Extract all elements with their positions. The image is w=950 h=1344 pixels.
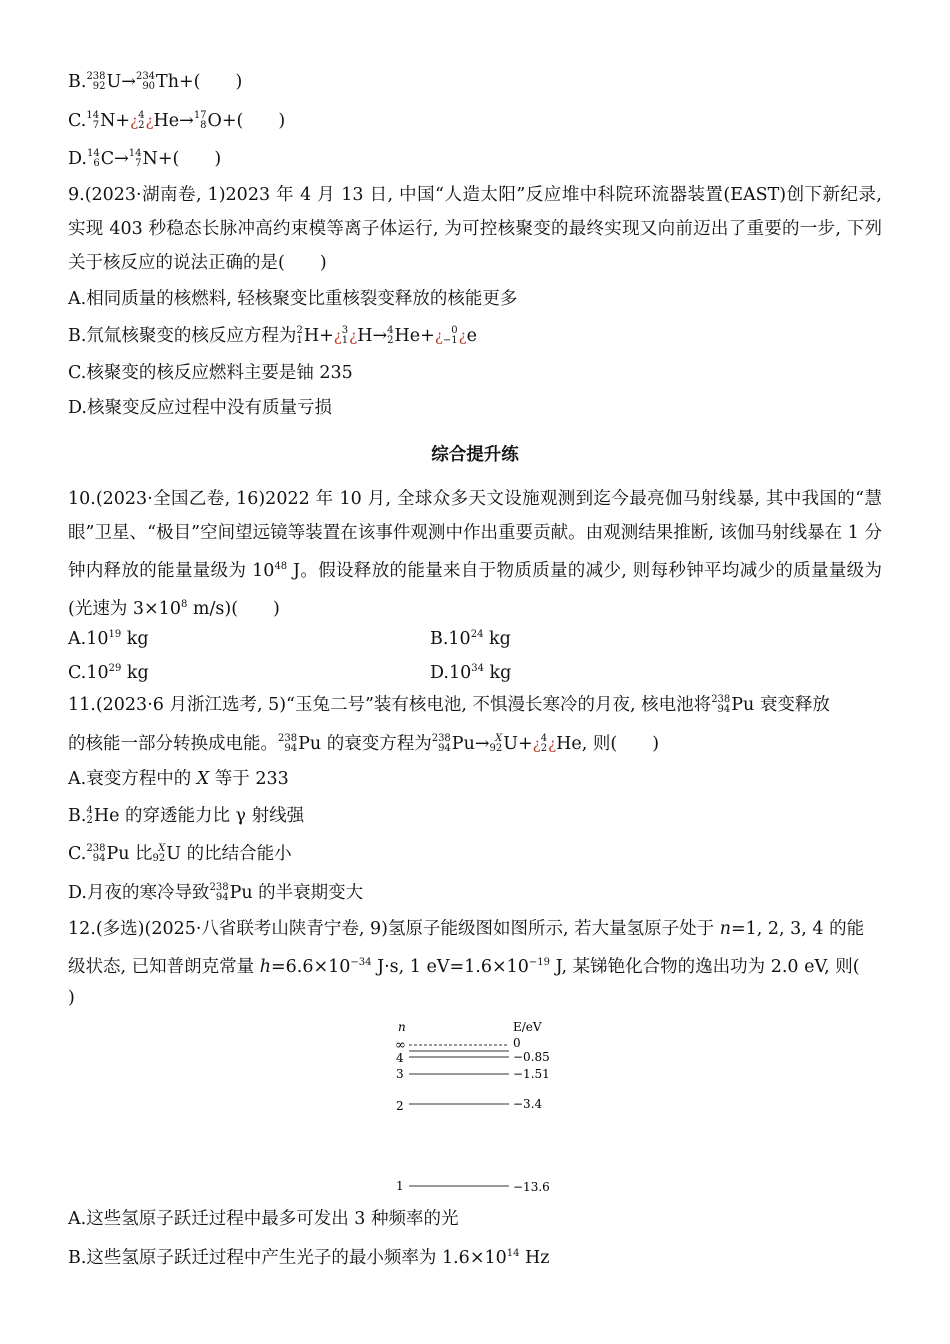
q11-option-d: D.月夜的寒冷导致 238 94 Pu 的半衰期变大 (68, 881, 364, 903)
energy-level-diagram (385, 1015, 575, 1200)
level-e-inf: 0 (513, 1036, 521, 1050)
q11-stem-line1: 11.(2023·6 月浙江选考, 5)“玉兔二号”装有核电池, 不惧漫长寒冷的月夜, 核电池将 238 94 Pu 衰变释放 (68, 693, 830, 715)
q8-option-b: B. 238 92 U→ 234 90 Th+( ) (68, 70, 243, 92)
diagram-e-header: E/eV (513, 1020, 542, 1034)
q9-option-c: C.核聚变的核反应燃料主要是铀 235 (68, 363, 353, 383)
q12-stem-line3: ) (68, 988, 75, 1008)
level-e-1: −13.6 (513, 1180, 550, 1194)
level-n-1: 1 (396, 1179, 404, 1193)
q12-option-b: B.这些氢原子跃迁过程中产生光子的最小频率为 $1.6\times 10^{14}$ Hz (68, 1248, 550, 1268)
level-e-4: −0.85 (513, 1050, 550, 1064)
q10-option-b: $B.10^{24}$ kg (430, 629, 511, 649)
q8-option-c: C. 14 7 N+¿ 4 2 ¿He→ 17 8 O+( ) (68, 109, 286, 131)
diagram-n-header: n (398, 1020, 406, 1034)
level-n-inf: ∞ (395, 1038, 406, 1053)
q11-stem-line2: 的核能一部分转换成电能。 238 94 Pu 的衰变方程为 238 94 Pu→ X 92 U+¿ 4 2 ¿He, 则( ) (68, 732, 660, 754)
level-n-4: 4 (396, 1051, 404, 1065)
q12-stem-line1: 12.(多选)(2025·八省联考山陕青宁卷, 9)氢原子能级图如图所示, 若大量氢原子处于 n=1, 2, 3, 4 的能 (68, 919, 865, 939)
q10-stem: 10.(2023·全国乙卷, 16)2022 年 10 月, 全球众多天文设施观测到迄今最亮伽马射线暴, 其中我国的“慧眼”卫星、“极目”空间望远镜等装置在该事件观测中作出重要贡献。由观测结果推断, 该伽马射线暴在 1 分钟内释放的能量量级为 $10^{48}$ J。假设释放的能量来自于物质质量的减少, 则每秒钟平均减少的质量量级为(光速为 $3\times 10^8$ m/s)( ) (68, 489, 882, 619)
level-n-2: 2 (396, 1099, 404, 1113)
level-n-3: 3 (396, 1067, 404, 1081)
q12-stem-line2: 级状态, 已知普朗克常量 $h=6.6\times 10^{-34}$ J·s, 1 $eV=1.6\times 10^{-19}$ J, 某锑铯化合物的逸出功为 2.0 eV, 则( (68, 957, 860, 977)
q10-option-c: $C.10^{29}$ kg (68, 663, 149, 683)
q11-option-b: B. 4 2 He 的穿透能力比 γ 射线强 (68, 804, 305, 826)
q9-option-d: D.核聚变反应过程中没有质量亏损 (68, 398, 332, 418)
level-e-3: −1.51 (513, 1067, 550, 1081)
q11-option-c: C. 238 94 Pu 比 X 92 U 的比结合能小 (68, 842, 292, 864)
q9-option-b: B.氘氚核聚变的核反应方程为 2 1 H+¿ 3 1 ¿H→ 4 2 He+¿ 0 −1 ¿e (68, 324, 478, 346)
q9-stem: 9.(2023·湖南卷, 1)2023 年 4 月 13 日, 中国“人造太阳”反应堆中科院环流器装置(EAST)创下新纪录, 实现 403 秒稳态长脉冲高约束模等离子体运行, 为可控核聚变的最终实现又向前迈出了重要的一步, 下列关于核反应的说法正确的是( ) (68, 185, 882, 273)
q10-option-a: $A.10^{19}$ kg (68, 629, 149, 649)
q9-option-a: A.相同质量的核燃料, 轻核聚变比重核裂变释放的核能更多 (68, 289, 518, 309)
q11-option-a: A.衰变方程中的 X 等于 233 (68, 769, 289, 789)
q10-option-d: $D.10^{34}$ kg (430, 663, 512, 683)
section-heading: 综合提升练 (431, 445, 519, 465)
q8-option-d: D. 14 6 C→ 14 7 N+( ) (68, 147, 222, 169)
level-e-2: −3.4 (513, 1097, 543, 1111)
q12-option-a: A.这些氢原子跃迁过程中最多可发出 3 种频率的光 (68, 1209, 459, 1229)
